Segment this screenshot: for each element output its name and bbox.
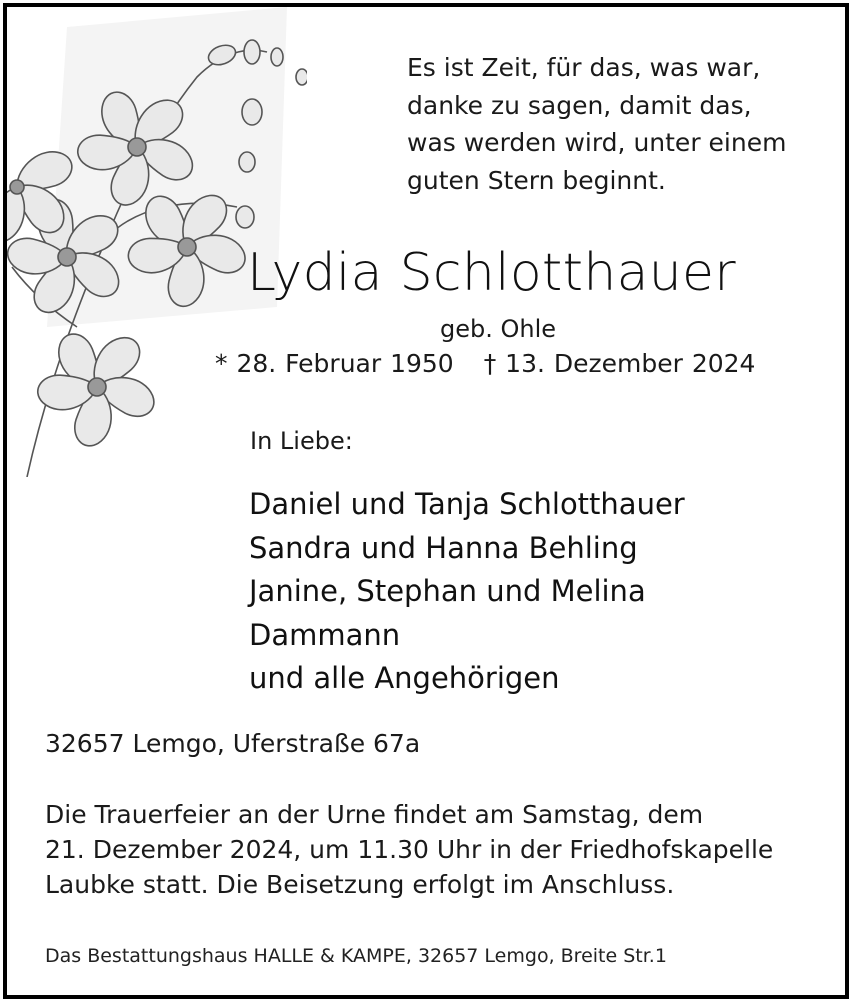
deceased-name: Lydia Schlotthauer [247,243,736,303]
mourner-line: und alle Angehörigen [249,661,560,695]
mourners-intro: In Liebe: [250,427,353,455]
ceremony-line: 21. Dezember 2024, um 11.30 Uhr in der Friedhofskapelle [45,835,774,864]
mourner-line: Sandra und Hanna Behling [249,530,638,565]
poem-line: was werden wird, unter einem [407,128,787,157]
ceremony-line: Laubke statt. Die Beisetzung erfolgt im Anschluss. [45,870,675,899]
birth-date: * 28. Februar 1950 [215,349,454,378]
poem [407,49,786,199]
poem-line: danke zu sagen, damit das, [407,90,752,120]
address: 32657 Lemgo, Uferstraße 67a [45,729,421,758]
maiden-name: geb. Ohle [440,315,557,343]
funeral-home: Das Bestattungshaus HALLE & KAMPE, 32657 Lemgo, Breite Str.1 [45,945,667,967]
ceremony-info [45,797,773,902]
mourners-list [249,483,685,701]
poem-line: guten Stern beginnt. [407,165,666,195]
poem-line: Es ist Zeit, für das, was war, [407,53,761,82]
orchid-icon [7,7,307,477]
life-dates [215,349,755,378]
mourner-line: Dammann [249,617,401,652]
ceremony-line: Die Trauerfeier an der Urne findet am Samstag, dem [45,800,704,829]
death-date: † 13. Dezember 2024 [483,349,756,378]
mourner-line: Daniel und Tanja Schlotthauer [249,487,685,521]
mourner-line: Janine, Stephan und Melina [249,574,646,608]
obituary-notice [3,3,849,999]
